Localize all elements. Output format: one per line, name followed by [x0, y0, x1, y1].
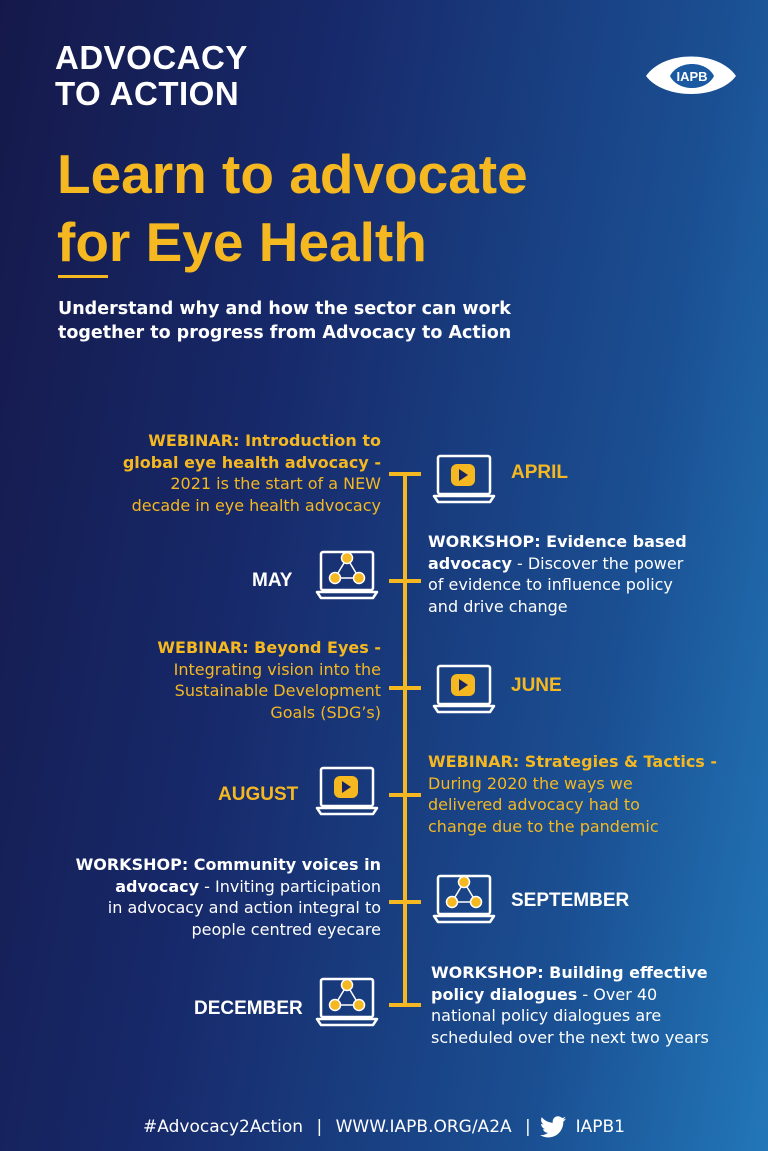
event-june-text-3: Goals (SDG’s)	[270, 702, 381, 722]
event-december-text-2: national policy dialogues are	[431, 1006, 662, 1025]
network-people-icon	[315, 975, 379, 1029]
event-june-description	[61, 637, 381, 723]
headline-underline	[58, 275, 108, 278]
footer-twitter-handle[interactable]: IAPB1	[575, 1117, 625, 1137]
logo-text: IAPB	[676, 69, 708, 84]
network-people-icon	[315, 548, 379, 602]
timeline-tick	[389, 472, 421, 476]
event-december-title: WORKSHOP: Building effective	[431, 963, 708, 982]
event-may-title: WORKSHOP: Evidence based	[428, 532, 687, 551]
separator: -	[368, 452, 381, 472]
event-september-description	[41, 854, 381, 940]
footer-hashtag[interactable]: #Advocacy2Action	[143, 1117, 304, 1137]
event-may-text-1: Discover the power	[527, 553, 684, 573]
event-april-title: WEBINAR: Introduction to	[148, 431, 381, 450]
footer-divider-2: |	[525, 1117, 531, 1137]
network-people-icon	[432, 872, 496, 926]
twitter-bird-icon[interactable]	[540, 1116, 566, 1138]
event-may-month: MAY	[252, 570, 293, 591]
brand-line-2: TO ACTION	[55, 75, 240, 112]
event-december-text-1: Over 40	[593, 984, 658, 1004]
event-june-month: JUNE	[511, 675, 562, 696]
video-play-icon	[315, 764, 379, 818]
brand-line-1: ADVOCACY	[55, 39, 248, 76]
separator: -	[511, 553, 528, 573]
event-september-text-2: in advocacy and action integral to	[107, 898, 381, 917]
event-september-month: SEPTEMBER	[511, 890, 630, 911]
event-june-text-2: Sustainable Development	[174, 681, 381, 700]
event-may-title-2: advocacy	[428, 553, 512, 573]
event-september-title: WORKSHOP: Community voices in	[75, 855, 381, 874]
brand-title	[55, 40, 248, 112]
separator: -	[704, 752, 718, 771]
event-june-title: WEBINAR: Beyond Eyes	[157, 638, 369, 657]
event-april-description	[61, 430, 381, 516]
event-december-title-2: policy dialogues	[431, 984, 578, 1004]
event-august-title: WEBINAR: Strategies & Tactics	[428, 752, 705, 771]
event-august-description	[428, 751, 758, 837]
timeline-tick	[389, 579, 421, 583]
event-september-text-3: people centred eyecare	[191, 919, 381, 939]
event-may-text-3: and drive change	[428, 596, 568, 616]
timeline-tick	[389, 1003, 421, 1007]
separator: -	[368, 638, 381, 657]
event-august-text-2: delivered advocacy had to	[428, 795, 640, 814]
video-play-icon	[432, 662, 496, 716]
event-september-title-2: advocacy	[115, 876, 200, 896]
footer-divider: |	[316, 1117, 323, 1137]
event-april-text-2: decade in eye health advocacy	[131, 495, 381, 515]
headline-line-1: Learn to advocate	[57, 143, 528, 205]
timeline-tick	[389, 686, 421, 690]
timeline-tick	[389, 793, 421, 797]
page-headline	[57, 140, 528, 276]
event-june-text-1: Integrating vision into the	[173, 659, 381, 679]
intro-line-1: Understand why and how the sector can work	[58, 299, 511, 319]
event-april-text-1: 2021 is the start of a NEW	[170, 474, 381, 493]
event-september-text-1: Inviting participation	[215, 876, 381, 896]
footer	[0, 1116, 768, 1138]
separator: -	[577, 984, 594, 1004]
intro-text	[58, 297, 738, 345]
event-may-text-2: of evidence to influence policy	[428, 575, 673, 594]
event-august-month: AUGUST	[218, 784, 299, 805]
event-december-description	[431, 962, 761, 1048]
event-august-text-1: During 2020 the ways we	[428, 773, 633, 793]
intro-line-2: together to progress from Advocacy to Action	[58, 323, 512, 343]
timeline-spine	[403, 474, 407, 1007]
eye-logo-icon	[644, 50, 738, 98]
event-april-month: APRIL	[511, 462, 568, 483]
video-play-icon	[432, 452, 496, 506]
headline-line-2: for Eye Health	[57, 211, 427, 273]
timeline-tick	[389, 900, 421, 904]
event-may-description	[428, 531, 748, 617]
footer-url[interactable]: WWW.IAPB.ORG/A2A	[335, 1117, 512, 1137]
event-december-month: DECEMBER	[194, 998, 303, 1019]
event-april-title-2: global eye health advocacy	[122, 452, 369, 472]
event-august-text-3: change due to the pandemic	[428, 816, 659, 836]
event-december-text-3: scheduled over the next two years	[431, 1027, 709, 1047]
separator: -	[199, 876, 216, 896]
